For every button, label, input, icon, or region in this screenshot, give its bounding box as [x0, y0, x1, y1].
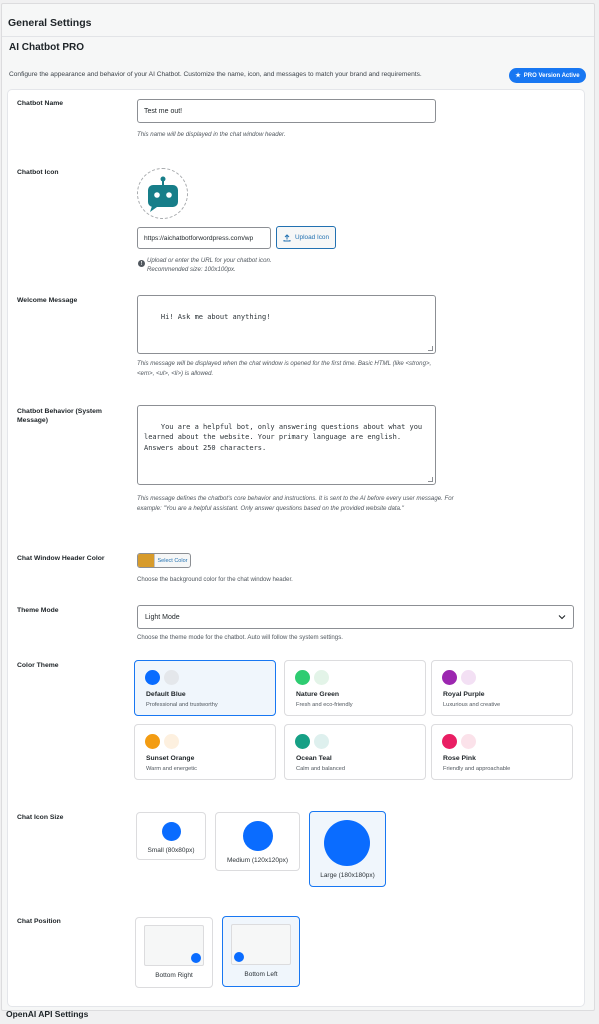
- theme-name: Rose Pink: [443, 755, 476, 762]
- theme-description: Warm and energetic: [146, 766, 197, 772]
- page-description: Configure the appearance and behavior of your AI Chatbot. Customize the name, icon, and messages to match your brand and requirements.: [9, 71, 422, 78]
- color-theme-option[interactable]: [431, 660, 573, 716]
- position-label-bottom-right: Bottom Right: [155, 972, 193, 979]
- theme-primary-swatch: [295, 670, 310, 685]
- openai-settings-title: OpenAI API Settings: [6, 1009, 89, 1019]
- theme-mode-help: Choose the theme mode for the chatbot. Auto will follow the system settings.: [137, 634, 343, 641]
- theme-secondary-swatch: [314, 734, 329, 749]
- header-color-help: Choose the background color for the chat window header.: [137, 576, 293, 583]
- theme-primary-swatch: [145, 670, 160, 685]
- chatbot-icon-preview: [137, 168, 188, 219]
- upload-icon-button[interactable]: [276, 226, 336, 249]
- size-label-medium: Medium (120x120px): [226, 857, 289, 864]
- theme-name: Default Blue: [146, 691, 186, 698]
- theme-description: Luxurious and creative: [443, 702, 501, 708]
- robot-icon: [144, 175, 182, 213]
- chatbot-icon-help-2: Recommended size: 100x100px.: [147, 266, 236, 273]
- icon-size-medium[interactable]: [215, 812, 300, 871]
- divider: [2, 36, 594, 37]
- theme-primary-swatch: [442, 670, 457, 685]
- theme-name: Royal Purple: [443, 691, 485, 698]
- welcome-message-textarea[interactable]: [137, 295, 436, 354]
- theme-name: Sunset Orange: [146, 755, 195, 762]
- theme-description: Professional and trustworthy: [146, 702, 218, 708]
- theme-secondary-swatch: [461, 670, 476, 685]
- welcome-message-label: Welcome Message: [17, 297, 78, 304]
- color-picker-button[interactable]: [137, 553, 191, 568]
- chat-position-label: Chat Position: [17, 918, 61, 925]
- theme-secondary-swatch: [164, 670, 179, 685]
- theme-description: Calm and balanced: [296, 766, 346, 772]
- theme-name: Ocean Teal: [296, 755, 332, 762]
- size-preview-small: [162, 822, 181, 841]
- theme-primary-swatch: [295, 734, 310, 749]
- theme-description: Fresh and eco-friendly: [296, 702, 353, 708]
- theme-description: Friendly and approachable: [443, 766, 511, 772]
- theme-secondary-swatch: [314, 670, 329, 685]
- welcome-message-help: This message will be displayed when the chat window is opened for the first time. Basic HTML (like <strong>, <em>, <ul>, <li>) is allowed.: [137, 360, 432, 377]
- theme-secondary-swatch: [461, 734, 476, 749]
- welcome-message-text: Hi! Ask me about anything!: [160, 312, 271, 321]
- chatbot-icon-help-1: Upload or enter the URL for your chatbot icon.: [147, 257, 272, 264]
- color-theme-option[interactable]: [431, 724, 573, 780]
- theme-mode-value: Light Mode: [145, 613, 180, 621]
- chevron-down-icon: [558, 614, 566, 620]
- icon-size-large[interactable]: [309, 811, 386, 887]
- theme-secondary-swatch: [164, 734, 179, 749]
- position-preview: [144, 925, 204, 966]
- size-preview-large: [324, 820, 370, 866]
- info-icon: !: [138, 260, 145, 267]
- position-dot: [234, 952, 244, 962]
- color-theme-option[interactable]: [134, 660, 276, 716]
- position-bottom-left[interactable]: [222, 916, 300, 987]
- theme-name: Nature Green: [296, 691, 340, 698]
- star-icon: ★: [515, 73, 521, 79]
- size-preview-medium: [243, 821, 273, 851]
- header-color-label: Chat Window Header Color: [17, 555, 105, 562]
- color-theme-option[interactable]: [134, 724, 276, 780]
- chatbot-name-input[interactable]: Test me out!: [137, 99, 436, 123]
- plugin-title: AI Chatbot PRO: [9, 42, 84, 53]
- chatbot-icon-label: Chatbot Icon: [17, 169, 59, 176]
- size-label-small: Small (80x80px): [147, 847, 195, 854]
- theme-primary-swatch: [145, 734, 160, 749]
- chatbot-name-label: Chatbot Name: [17, 100, 64, 107]
- pro-status-badge: [509, 68, 586, 83]
- theme-mode-select[interactable]: [137, 605, 574, 629]
- color-theme-label: Color Theme: [17, 662, 59, 669]
- position-label-bottom-left: Bottom Left: [244, 971, 278, 978]
- position-dot: [191, 953, 201, 963]
- behavior-label: Chatbot Behavior (System Message): [17, 408, 102, 424]
- theme-mode-label: Theme Mode: [17, 607, 59, 614]
- color-theme-option[interactable]: [284, 660, 426, 716]
- color-theme-option[interactable]: [284, 724, 426, 780]
- icon-url-input[interactable]: https://aichatbotforwordpress.com/wp: [137, 227, 271, 249]
- pro-badge-label: PRO Version Active: [523, 72, 580, 79]
- select-color-label: Select Color: [154, 554, 190, 567]
- upload-icon-label: Upload Icon: [294, 234, 330, 241]
- behavior-help: This message defines the chatbot's core behavior and instructions. It is sent to the AI before every user message. For example: "You are a helpful assistant. Only answer questions based on the provided website data.": [137, 495, 454, 512]
- upload-icon: [283, 234, 291, 242]
- theme-primary-swatch: [442, 734, 457, 749]
- resize-handle[interactable]: [428, 346, 433, 351]
- chatbot-name-help: This name will be displayed in the chat window header.: [137, 131, 286, 138]
- resize-handle[interactable]: [428, 477, 433, 482]
- position-bottom-right[interactable]: [135, 917, 213, 988]
- behavior-text: You are a helpful bot, only answering questions about what you learned about the website. Your primary language are english. Answers about 250 characters.: [144, 422, 427, 452]
- position-preview: [231, 924, 291, 965]
- icon-size-small[interactable]: [136, 812, 206, 860]
- section-title: General Settings: [8, 17, 92, 29]
- color-swatch: [138, 554, 154, 567]
- size-label-large: Large (180x180px): [320, 872, 375, 879]
- behavior-textarea[interactable]: [137, 405, 436, 485]
- icon-size-label: Chat Icon Size: [17, 814, 64, 821]
